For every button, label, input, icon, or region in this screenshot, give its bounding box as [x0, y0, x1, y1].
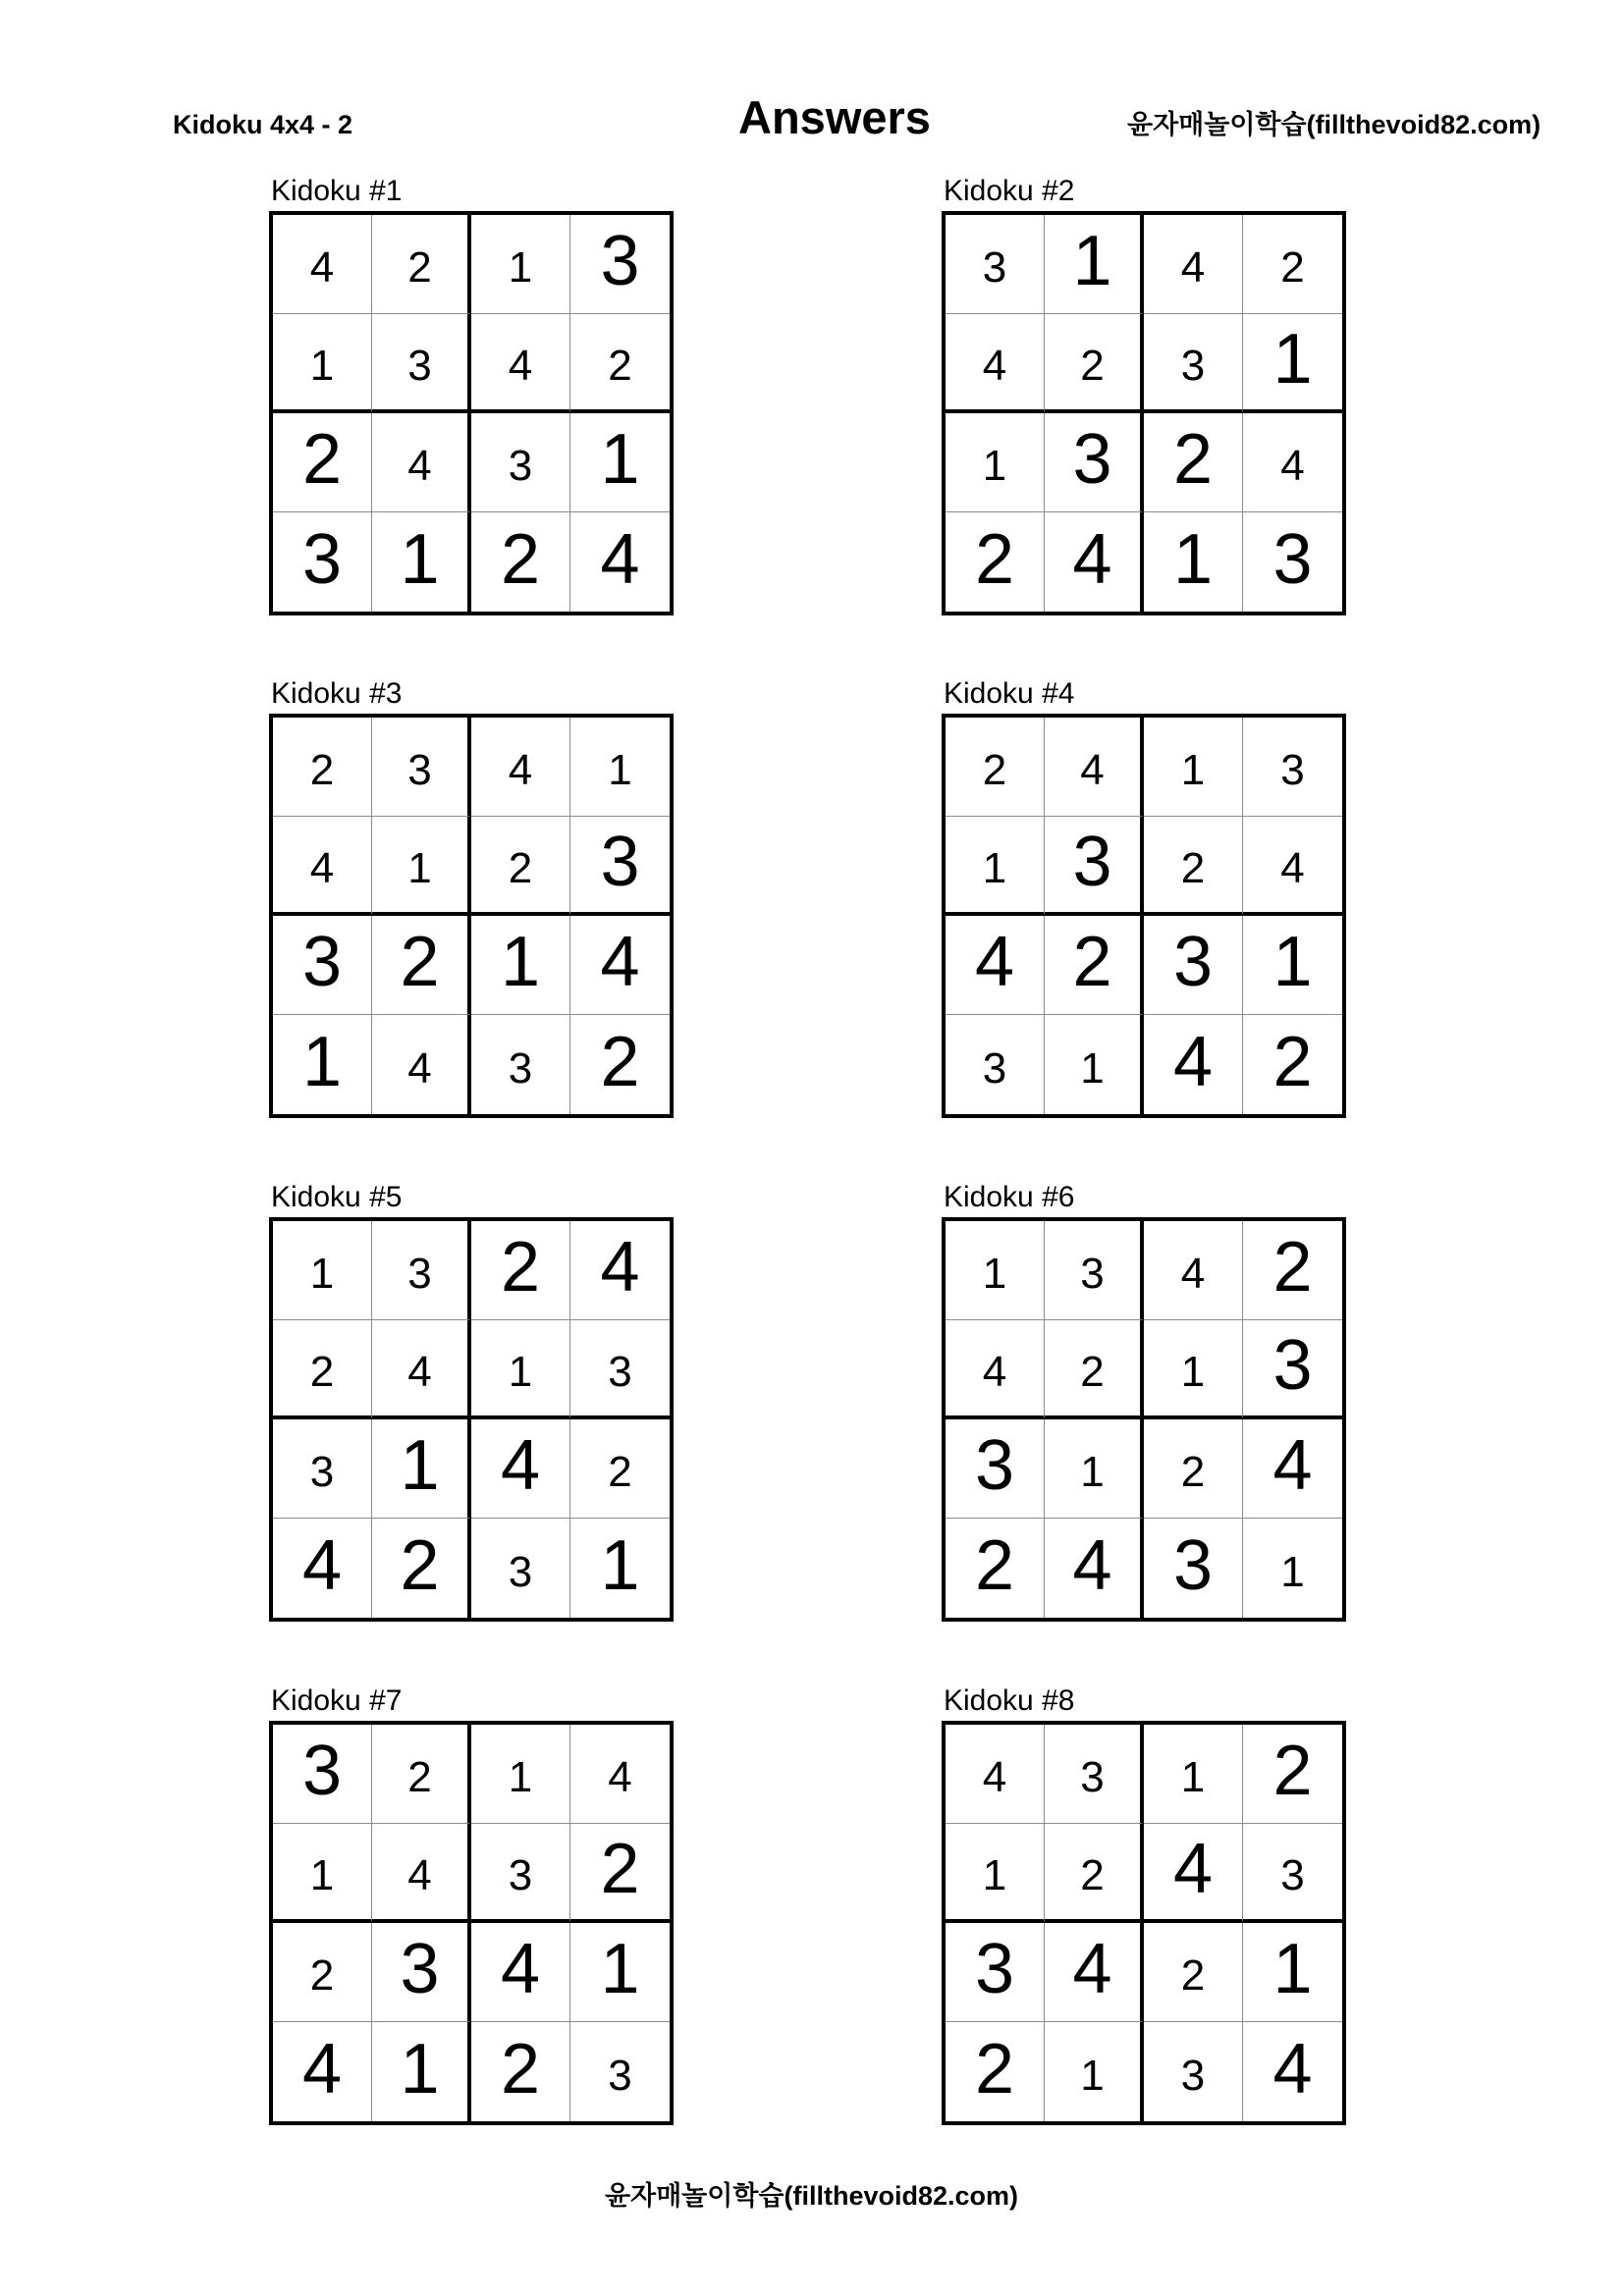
- puzzle-label: Kidoku #4: [944, 677, 1075, 710]
- given-digit-cell: 2: [471, 512, 570, 612]
- puzzle-label: Kidoku #5: [271, 1181, 403, 1213]
- answer-digit-cell: 4: [372, 1015, 471, 1114]
- answer-digit-cell: 4: [946, 1725, 1045, 1824]
- answer-digit-cell: 1: [1045, 1419, 1144, 1519]
- answer-digit-cell: 4: [471, 314, 570, 413]
- answer-digit-cell: 1: [273, 1824, 372, 1923]
- answer-digit-cell: 3: [1045, 1221, 1144, 1320]
- given-digit-cell: 2: [570, 1824, 670, 1923]
- answer-digit-cell: 2: [273, 1923, 372, 2022]
- given-digit-cell: 4: [570, 916, 670, 1015]
- given-digit-cell: 2: [273, 413, 372, 512]
- answer-digit-cell: 3: [608, 2051, 632, 2100]
- answer-digit-cell: 3: [1144, 314, 1243, 413]
- given-digit-cell: 4: [570, 1221, 670, 1320]
- given-digit-cell: 3: [273, 1725, 372, 1824]
- answer-digit-cell: 4: [946, 314, 1045, 413]
- answer-digit-cell: 1: [946, 1221, 1045, 1320]
- given-digit-cell: 4: [1045, 512, 1144, 612]
- answer-digit-cell: 4: [273, 215, 372, 314]
- given-digit-cell: 4: [273, 1519, 372, 1618]
- given-digit-cell: 4: [1144, 1015, 1243, 1114]
- answer-digit-cell: 1: [946, 413, 1045, 512]
- answer-digit-cell: 1: [570, 718, 670, 817]
- puzzle-grid: [269, 1217, 674, 1622]
- given-digit-cell: 1: [570, 1923, 670, 2022]
- given-digit-cell: 4: [1045, 1923, 1144, 2022]
- given-digit-cell: 1: [1243, 1923, 1342, 2022]
- given-digit-cell: 3: [273, 916, 372, 1015]
- given-digit-cell: 4: [946, 916, 1045, 1015]
- given-digit-cell: 4: [471, 1923, 570, 2022]
- answer-digit-cell: 1: [273, 314, 372, 413]
- answer-digit-cell: 4: [946, 1320, 1045, 1419]
- puzzle-grid: [269, 714, 674, 1118]
- given-digit-cell: 4: [1272, 2029, 1313, 2109]
- given-digit-cell: 3: [1272, 519, 1313, 599]
- puzzle-grid: [269, 1721, 674, 2125]
- given-digit-cell: 2: [471, 2022, 570, 2121]
- publisher-credit: 윤자매놀이학습(fillthevoid82.com): [1127, 110, 1542, 139]
- page-title: Answers: [738, 91, 931, 143]
- answer-digit-cell: 2: [1144, 817, 1243, 916]
- given-digit-cell: 1: [1045, 215, 1144, 314]
- answer-digit-cell: 4: [570, 1725, 670, 1824]
- given-digit-cell: 4: [1243, 1419, 1342, 1519]
- answer-digit-cell: 3: [1243, 718, 1342, 817]
- given-digit-cell: 1: [1243, 916, 1342, 1015]
- given-digit-cell: 2: [946, 512, 1045, 612]
- answer-digit-cell: 2: [273, 718, 372, 817]
- puzzle-grid: [942, 1217, 1346, 1622]
- worksheet-name: Kidoku 4x4 - 2: [173, 110, 353, 139]
- answer-digit-cell: 4: [372, 1320, 471, 1419]
- given-digit-cell: 4: [471, 1419, 570, 1519]
- given-digit-cell: 2: [1272, 1022, 1313, 1101]
- given-digit-cell: 4: [1144, 1824, 1243, 1923]
- given-digit-cell: 4: [1045, 1519, 1144, 1618]
- given-digit-cell: 3: [946, 1419, 1045, 1519]
- answer-digit-cell: 3: [372, 718, 471, 817]
- answer-digit-cell: 4: [273, 817, 372, 916]
- answer-digit-cell: 1: [1144, 1725, 1243, 1824]
- answer-digit-cell: 4: [372, 1824, 471, 1923]
- answer-digit-cell: 4: [471, 718, 570, 817]
- given-digit-cell: 2: [372, 1519, 471, 1618]
- answer-digit-cell: 4: [1243, 817, 1342, 916]
- answer-digit-cell: 1: [1144, 1320, 1243, 1419]
- given-digit-cell: 2: [946, 2022, 1045, 2121]
- answer-digit-cell: 2: [372, 215, 471, 314]
- answer-digit-cell: 2: [570, 314, 670, 413]
- puzzle-grid: [942, 1721, 1346, 2125]
- given-digit-cell: 3: [273, 512, 372, 612]
- answer-digit-cell: 1: [273, 1221, 372, 1320]
- answer-digit-cell: 3: [1144, 2022, 1243, 2121]
- given-digit-cell: 2: [1243, 1725, 1342, 1824]
- given-digit-cell: 1: [1243, 314, 1342, 413]
- answer-digit-cell: 1: [1045, 1015, 1144, 1114]
- puzzle-label: Kidoku #7: [271, 1684, 403, 1717]
- given-digit-cell: 2: [946, 1519, 1045, 1618]
- given-digit-cell: 3: [1144, 916, 1243, 1015]
- answer-digit-cell: 4: [1144, 1221, 1243, 1320]
- answer-digit-cell: 2: [1045, 1320, 1144, 1419]
- answer-digit-cell: 3: [946, 215, 1045, 314]
- given-digit-cell: 3: [1045, 413, 1144, 512]
- answer-digit-cell: 4: [1144, 215, 1243, 314]
- answer-digit-cell: 1: [471, 1320, 570, 1419]
- answer-digit-cell: 2: [1243, 215, 1342, 314]
- answer-digit-cell: 2: [946, 718, 1045, 817]
- puzzle-label: Kidoku #1: [271, 175, 403, 207]
- puzzle-label: Kidoku #6: [944, 1181, 1075, 1213]
- given-digit-cell: 1: [372, 512, 471, 612]
- answer-digit-cell: 3: [273, 1419, 372, 1519]
- answer-digit-cell: 1: [372, 817, 471, 916]
- given-digit-cell: 3: [570, 215, 670, 314]
- answer-digit-cell: 4: [1243, 413, 1342, 512]
- answer-digit-cell: 2: [1144, 1923, 1243, 2022]
- given-digit-cell: 1: [273, 1015, 372, 1114]
- answer-digit-cell: 3: [372, 314, 471, 413]
- answer-digit-cell: 3: [570, 1320, 670, 1419]
- puzzle-label: Kidoku #8: [944, 1684, 1075, 1717]
- given-digit-cell: 1: [471, 916, 570, 1015]
- answer-digit-cell: 4: [372, 413, 471, 512]
- puzzle-grid: [942, 714, 1346, 1118]
- given-digit-cell: 2: [372, 916, 471, 1015]
- puzzle-grid: [269, 211, 674, 615]
- answer-digit-cell: 3: [471, 413, 570, 512]
- given-digit-cell: 2: [600, 1022, 640, 1101]
- answer-digit-cell: 3: [1045, 1725, 1144, 1824]
- given-digit-cell: 2: [471, 1221, 570, 1320]
- answer-digit-cell: 2: [1144, 1419, 1243, 1519]
- answer-digit-cell: 1: [946, 1824, 1045, 1923]
- given-digit-cell: 1: [1144, 512, 1243, 612]
- footer-credit: 윤자매놀이학습(fillthevoid82.com): [604, 2181, 1019, 2211]
- given-digit-cell: 3: [570, 817, 670, 916]
- given-digit-cell: 4: [600, 519, 640, 599]
- answer-digit-cell: 3: [946, 1015, 1045, 1114]
- given-digit-cell: 2: [1144, 413, 1243, 512]
- answer-digit-cell: 1: [946, 817, 1045, 916]
- puzzle-grid: [942, 211, 1346, 615]
- given-digit-cell: 3: [1045, 817, 1144, 916]
- answer-digit-cell: 2: [1045, 1824, 1144, 1923]
- answer-digit-cell: 3: [471, 1015, 570, 1114]
- given-digit-cell: 1: [372, 2022, 471, 2121]
- answer-digit-cell: 3: [471, 1519, 570, 1618]
- answer-digit-cell: 2: [1045, 314, 1144, 413]
- given-digit-cell: 3: [1243, 1320, 1342, 1419]
- answer-digit-cell: 1: [1045, 2022, 1144, 2121]
- given-digit-cell: 4: [273, 2022, 372, 2121]
- puzzle-label: Kidoku #2: [944, 175, 1075, 207]
- given-digit-cell: 3: [1144, 1519, 1243, 1618]
- given-digit-cell: 3: [372, 1923, 471, 2022]
- answer-digit-cell: 1: [471, 215, 570, 314]
- answer-digit-cell: 2: [471, 817, 570, 916]
- answer-digit-cell: 2: [372, 1725, 471, 1824]
- answer-digit-cell: 3: [1243, 1824, 1342, 1923]
- answer-digit-cell: 3: [471, 1824, 570, 1923]
- answer-digit-cell: 2: [570, 1419, 670, 1519]
- given-digit-cell: 2: [1243, 1221, 1342, 1320]
- puzzle-label: Kidoku #3: [271, 677, 403, 710]
- answer-digit-cell: 3: [372, 1221, 471, 1320]
- answer-digit-cell: 4: [1045, 718, 1144, 817]
- answer-digit-cell: 1: [471, 1725, 570, 1824]
- given-digit-cell: 2: [1045, 916, 1144, 1015]
- given-digit-cell: 3: [946, 1923, 1045, 2022]
- given-digit-cell: 1: [570, 413, 670, 512]
- given-digit-cell: 1: [372, 1419, 471, 1519]
- answer-digit-cell: 1: [1144, 718, 1243, 817]
- answer-digit-cell: 1: [1280, 1547, 1305, 1596]
- answer-digit-cell: 2: [273, 1320, 372, 1419]
- given-digit-cell: 1: [600, 1525, 640, 1605]
